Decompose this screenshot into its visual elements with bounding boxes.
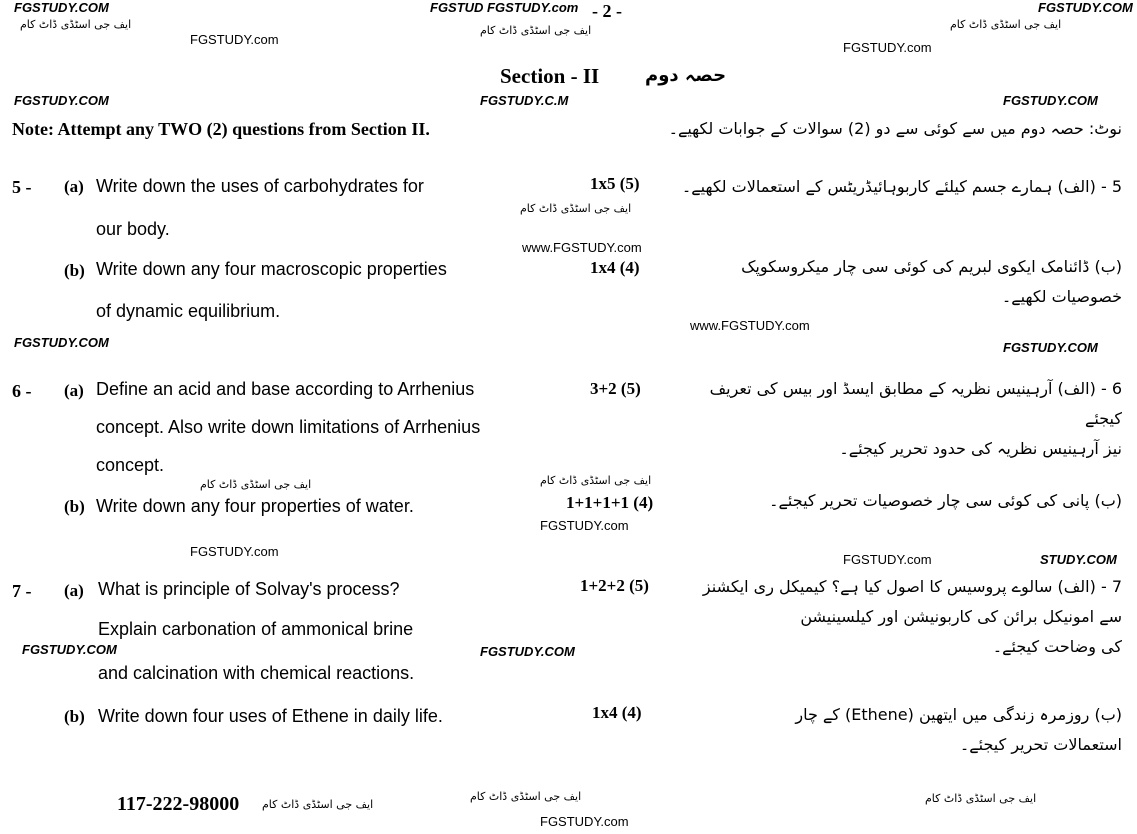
question-text: concept. Also write down limitations of Arrhenius <box>96 417 481 437</box>
note-urdu-block <box>612 114 1122 144</box>
section-title: Section - II <box>500 64 600 88</box>
question-text: of dynamic equilibrium. <box>96 301 281 321</box>
marks: 1+1+1+1 (4) <box>566 493 654 512</box>
question-number: 7 - <box>12 581 32 601</box>
question-text: What is principle of Solvay's process? <box>98 579 400 599</box>
watermark: STUDY.COM <box>1040 552 1117 567</box>
section-title-urdu: حصہ دوم <box>645 65 727 86</box>
watermark: FGSTUDY.COM <box>14 335 109 350</box>
watermark: FGSTUDY.com <box>190 32 279 47</box>
question-urdu-block <box>672 486 1122 516</box>
question-urdu: کی وضاحت کیجئے۔ <box>992 637 1122 656</box>
note-english: Note: Attempt any TWO (2) questions from Section II. <box>12 119 430 139</box>
question-urdu-block <box>672 700 1122 760</box>
watermark: FGSTUDY.C.M <box>480 93 569 108</box>
question-urdu: (ب) ڈائنامک ایکوی لبریم کی کوئی سی چار میکروسکوپک <box>741 257 1122 276</box>
question-urdu-block <box>672 572 1122 662</box>
question-number: 6 - <box>12 381 32 401</box>
watermark: FGSTUD FGSTUDY.com <box>430 0 579 15</box>
paper-code: 117-222-98000 <box>117 793 240 815</box>
question-text: Define an acid and base according to Arrhenius <box>96 379 475 399</box>
question-urdu-block <box>672 252 1122 312</box>
watermark-urdu: ایف جی اسٹڈی ڈاٹ کام <box>262 798 374 811</box>
question-urdu: نیز آرہینیس نظریہ کی حدود تحریر کیجئے۔ <box>839 439 1122 458</box>
watermark: FGSTUDY.COM <box>14 93 109 108</box>
question-urdu: 7 - (الف) سالوے پروسیس کا اصول کیا ہے؟ کیمیکل ری ایکشنز <box>702 577 1122 596</box>
question-text: Write down four uses of Ethene in daily life. <box>98 706 443 726</box>
marks: 1x4 (4) <box>592 703 642 722</box>
question-urdu: 5 - (الف) ہمارے جسم کیلئے کاربوہائیڈریٹس کے استعمالات لکھیے۔ <box>681 177 1122 196</box>
question-urdu-block <box>672 172 1122 202</box>
question-text: our body. <box>96 219 170 239</box>
watermark: FGSTUDY.COM <box>22 642 117 657</box>
watermark-urdu: ایف جی اسٹڈی ڈاٹ کام <box>950 18 1062 31</box>
marks: 1x5 (5) <box>590 174 640 193</box>
watermark-urdu: ایف جی اسٹڈی ڈاٹ کام <box>925 792 1037 805</box>
question-text: Write down the uses of carbohydrates for <box>96 176 424 196</box>
part-label: (b) <box>64 497 85 516</box>
question-text: Write down any four properties of water. <box>96 496 414 516</box>
question-urdu: 6 - (الف) آرہینیس نظریہ کے مطابق ایسڈ اور بیس کی تعریف کیجئے <box>709 379 1122 428</box>
page-number: - 2 - <box>592 1 622 21</box>
question-urdu: استعمالات تحریر کیجئے۔ <box>959 735 1122 754</box>
question-urdu-block <box>672 374 1122 464</box>
watermark-urdu: ایف جی اسٹڈی ڈاٹ کام <box>540 474 652 487</box>
watermark: FGSTUDY.com <box>540 814 629 829</box>
watermark: FGSTUDY.COM <box>14 0 109 15</box>
question-urdu: خصوصیات لکھیے۔ <box>1001 287 1122 306</box>
question-urdu: سے امونیکل برائن کی کاربونیشن اور کیلسینیشن <box>800 607 1122 626</box>
watermark: FGSTUDY.com <box>540 518 629 533</box>
watermark: FGSTUDY.com <box>190 544 279 559</box>
question-text: and calcination with chemical reactions. <box>98 663 415 683</box>
watermark-urdu: ایف جی اسٹڈی ڈاٹ کام <box>520 202 632 215</box>
watermark-urdu: ایف جی اسٹڈی ڈاٹ کام <box>470 790 582 803</box>
watermark: FGSTUDY.COM <box>1038 0 1133 15</box>
part-label: (b) <box>64 707 85 726</box>
question-text: Write down any four macroscopic properties <box>96 259 447 279</box>
watermark-urdu: ایف جی اسٹڈی ڈاٹ کام <box>480 24 592 37</box>
watermark: FGSTUDY.COM <box>1003 93 1098 108</box>
part-label: (a) <box>64 177 84 196</box>
part-label: (a) <box>64 381 84 400</box>
watermark: www.FGSTUDY.com <box>690 318 810 333</box>
watermark: FGSTUDY.COM <box>1003 340 1098 355</box>
part-label: (b) <box>64 261 85 280</box>
watermark-urdu: ایف جی اسٹڈی ڈاٹ کام <box>20 18 132 31</box>
question-number: 5 - <box>12 177 32 197</box>
question-urdu: (ب) پانی کی کوئی سی چار خصوصیات تحریر کیجئے۔ <box>769 491 1122 510</box>
question-text: concept. <box>96 455 165 475</box>
question-urdu: (ب) روزمرہ زندگی میں ایتھین (Ethene) کے چار <box>795 705 1122 724</box>
note-urdu: نوٹ: حصہ دوم میں سے کوئی سے دو (2) سوالات کے جوابات لکھیے۔ <box>668 119 1122 138</box>
marks: 1x4 (4) <box>590 258 640 277</box>
part-label: (a) <box>64 581 84 600</box>
watermark: www.FGSTUDY.com <box>522 240 642 255</box>
watermark-urdu: ایف جی اسٹڈی ڈاٹ کام <box>200 478 312 491</box>
watermark: FGSTUDY.com <box>843 552 932 567</box>
question-text: Explain carbonation of ammonical brine <box>98 619 414 639</box>
marks: 3+2 (5) <box>590 379 641 398</box>
watermark: FGSTUDY.COM <box>480 644 575 659</box>
watermark: FGSTUDY.com <box>843 40 932 55</box>
marks: 1+2+2 (5) <box>580 576 649 595</box>
